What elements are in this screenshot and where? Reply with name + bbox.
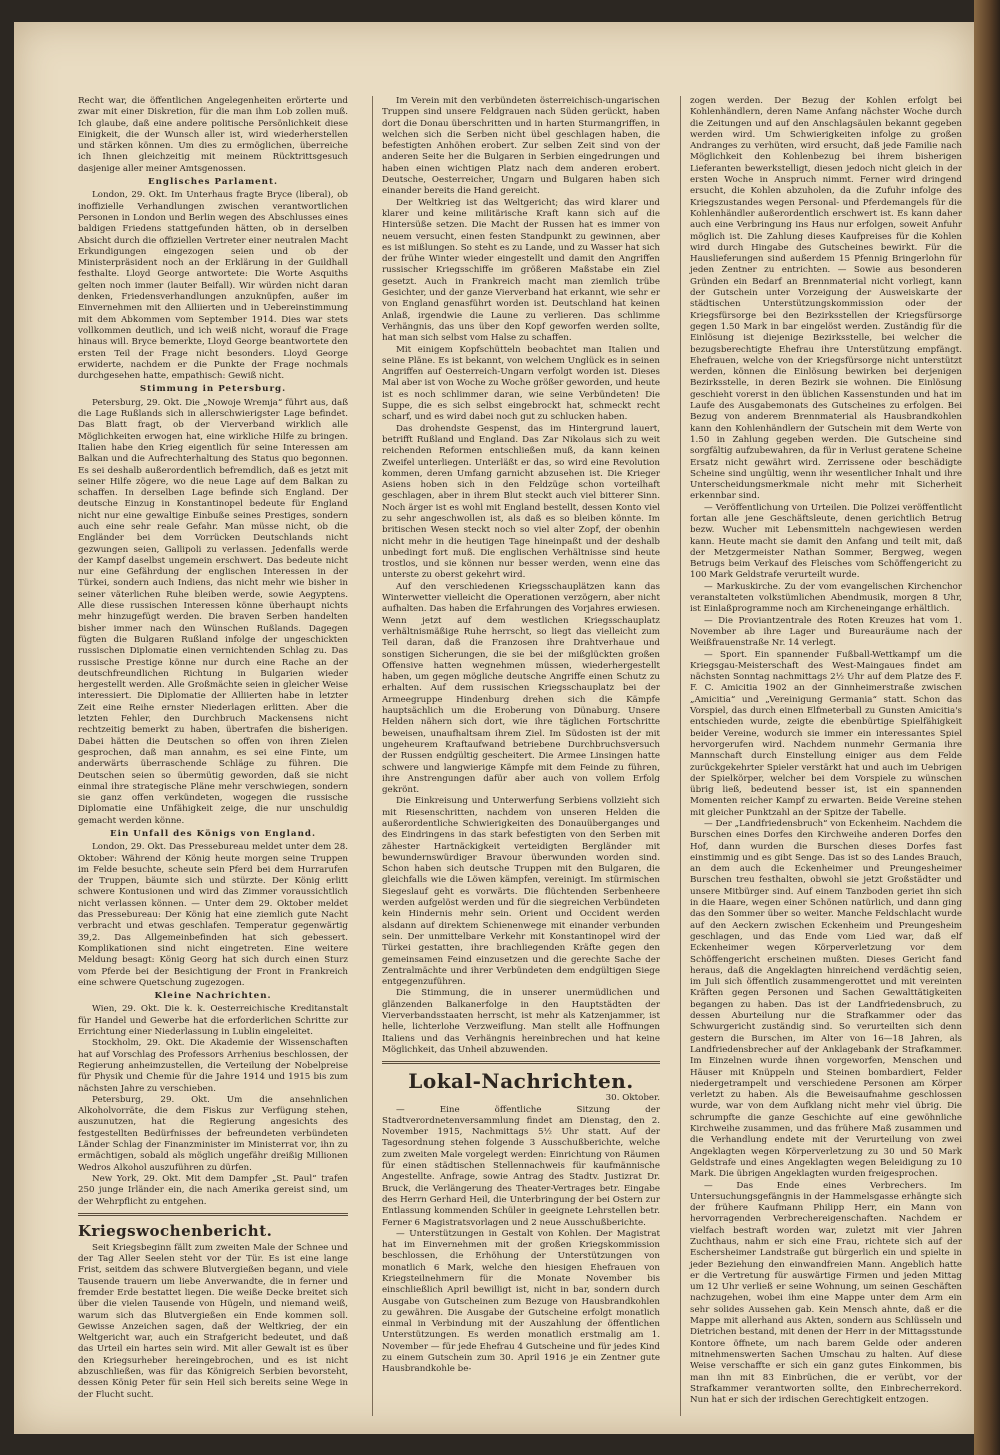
- article-stadtverordneten: — Eine öffentliche Sitzung der Stadtverordnetenversammlung findet am Dienstag, den 2. November 1915, Nachmittags 5½ Uhr statt. Auf der Tagesordnung stehen folgende 3 Ausschußberichte, welche zum zweiten Male vorgelegt werden: Einrichtung von Räumen für einen städtischen Stellennachweis für kaufmännische Angestellte. Anfrage, sowie Antrag des Stadtv. Justizrat Dr. Bruck, die Verlängerung des Theater-Vertrages betr. Eingabe des Herrn Gerhard Heil, die Unterbringung der bei Ostern zur Entlassung kommenden Schüler in geeignete Lehrstellen betr. Ferner 6 Magistratsvorlagen und 2 neue Ausschußberichte.: [382, 1104, 660, 1228]
- heading-unfall-koenig: Ein Unfall des Königs von England.: [110, 829, 316, 839]
- article-serbien: Die Einkreisung und Unterwerfung Serbiens vollzieht sich mit Riesenschritten, nachdem von unseren Helden die außerordentliche Schwierigkeiten des Donauüberganges und des Eindringens in das stark befestigten von den Serben mit zähester Hartnäckigkeit verteidigten Bergländer mit bewundernswürdiger Bravour überwunden worden sind. Schon haben sich deutsche Truppen mit den Bulgaren, die gleichfalls wie die Löwen kämpfen, vereinigt. Im stürmischen Siegeslauf geht es vorwärts. Die flüchtenden Serbenheere werden aufgelöst werden und für die siegreichen Verbündeten kein Hindernis mehr sein. Orient und Occident werden alsdann auf direktem Schienenwege mit einander verbunden sein. Der unmittelbare Verkehr mit Konstantinopel wird der Türkei gestatten, ihre brachliegenden Kräfte gegen den gemeinsamen Feind einzusetzen und die gerechte Sache der Zentralmächte und ihrer Verbündeten dem endgültigen Siege entgegenzuführen.: [382, 796, 660, 988]
- article-urteile: — Veröffentlichung von Urteilen. Die Polizei veröffentlicht fortan alle jene Geschäftsleute, denen gerichtlich Betrug bezw. Wucher mit Lebensmitteln nachgewiesen werden kann. Heute macht sie damit den Anfang und teilt mit, daß der Metzgermeister Nathan Sommer, Bergweg, wegen Betrugs beim Verkauf des Fleisches vom Schöffengericht zu 100 Mark Geldstrafe verurteilt wurde.: [690, 502, 962, 581]
- article-sport: — Sport. Ein spannender Fußball-Wettkampf um die Kriegsgau-Meisterschaft des West-Maingaues findet am nächsten Sonntag nachmittags 2½ Uhr auf dem Platze des F. F. C. Amicitia 1902 an der Ginnheimerstraße zwischen „Amicitia“ und „Vereinigung Germania“ statt. Schon das Vorspiel, das durch einen Elfmeterball zu Gunsten Amicitia's entschieden wurde, zeigte die ebenbürtige Spielfähigkeit beider Vereine, wodurch sie immer ein interessantes Spiel hervorgerufen wird. Nachdem nunmehr Germania ihre Mannschaft durch Einstellung einiger aus dem Felde zurückgekehrter Spieler verstärkt hat und auch im Uebrigen der Spielkörper, welcher bei dem Vorspiele zu wünschen übrig ließ, bedeutend besser ist, ist ein spannenden Momenten reicher Kampf zu erwarten. Beide Vereine stehen mit gleicher Punktzahl an der Spitze der Tabelle.: [690, 649, 962, 818]
- article-verein: Im Verein mit den verbündeten österreichisch-ungarischen Truppen sind unsere Feldgrauen nach Süden gerückt, haben dort die Donau überschritten und in harten Sturmangriffen, in welchen sich die Serben nicht übel geschlagen haben, die befestigten Anhöhen erobert. Zur selben Zeit sind von der anderen Seite her die Bulgaren in Serbien eingedrungen und haben einen wichtigen Platz nach dem anderen erobert. Deutsche, Oesterreicher, Ungarn und Bulgaren haben sich einander bereits die Hand gereicht.: [382, 96, 660, 197]
- article-gespenst: Das drohendste Gespenst, das im Hintergrund lauert, betrifft Rußland und England. Das Zar Nikolaus sich zu weit reichenden Reformen entschließen muß, da kann keinen Zweifel unterliegen. Unterläßt er das, so wird eine Revolution kommen, deren Umfang garnicht abzusehen ist. Die Krieger Asiens hoben sich in den Feldzüge schon vorteilhaft geschlagen, aber in ihrem Blut steckt auch viel bitterer Sinn. Noch ärger ist es wohl mit England bestellt, dessen Konto viel zu sehr angeschwollen ist, als daß es so bleiben könnte. Im britischen Wesen steckt noch so viel alter Zopf, der obenhin nicht mehr in die heutigen Tage hineinpaßt und der deshalb unbedingt fort muß. Die englischen Verhältnisse sind heute trostlos, und sie können nur besser werden, wenn eine das unterste zu oberst gekehrt wird.: [382, 423, 660, 581]
- article-unfall: London, 29. Okt. Das Pressebureau meldet unter dem 28. Oktober: Während der König heute morgen seine Truppen im Felde besuchte, scheute sein Pferd bei dem Hurrarufen der Truppen, bäumte sich und stürzte. Der König erlitt schwere Kontusionen und wird das Zimmer voraussichtlich nicht verlassen können. — Unter dem 29. Oktober meldet das Pressebureau: Der König hat eine ziemlich gute Nacht verbracht und etwas geschlafen. Temperatur gegenwärtig 39,2. Das Allgemeinbefinden hat sich gebessert. Komplikationen sind nicht eingetreten. Eine weitere Meldung besagt: König Georg hat sich durch einen Sturz vom Pferde bei der Besichtigung der Front in Frankreich eine schwere Quetschung zugezogen.: [78, 842, 348, 988]
- article-wien: Wien, 29. Okt. Die k. k. Oesterreichische Kreditanstalt für Handel und Gewerbe hat die erforderlichen Schritte zur Errichtung einer Niederlassung in Lublin eingeleitet.: [78, 1004, 348, 1038]
- section-rule-lokal: [382, 1061, 660, 1064]
- column-left: [78, 96, 348, 1401]
- article-kohlen-continued: zogen werden. Der Bezug der Kohlen erfolgt bei Kohlenhändlern, deren Name Anfang nächster Woche durch die Zeitungen und auf den Anschlagsäulen bekannt gegeben werden wird. Um Schwierigkeiten infolge zu großen Andranges zu verhüten, wird ersucht, daß jede Familie nach Möglichkeit den Kohlenbezug bei ihrem bisherigen Lieferanten bewerkstelligt, diesen jedoch nicht gleich in der ersten Woche in Anspruch nimmt. Ferner wird dringend ersucht, die Kohlen abzuholen, da die Zufuhr infolge des Kriegszustandes wegen Personal- und Pferdemangels für die Kohlenhändler außerordentlich erschwert ist. Es kann daher auch eine Verbringung ins Haus nur erfolgen, soweit Anfuhr möglich ist. Die Zahlung dieses Kaufpreises für die Kohlen wird durch Hingabe des Gutscheines bewirkt. Für die Hauslieferungen sind außerdem 15 Pfennig Bringerlohn für jeden Zentner zu entrichten. — Sowie aus besonderen Gründen ein Bedarf an Brennmaterial nicht vorliegt, kann der Gutschein unter Vorzeigung der Ausweiskarte der städtischen Unterstützungskommission oder der Kriegsfürsorge bei den Bezirksstellen der Kriegsfürsorge gegen 1.50 Mark in bar eingelöst werden. Zuständig für die Einlösung ist diejenige Bezirksstelle, bei welcher die bezugsberechtigte Ehefrau ihre Unterstützung empfängt. Ehefrauen, welche von der Kriegsfürsorge nicht unterstützt werden, können die Einlösung bewirken bei derjenigen Bezirksstelle, in deren Bezirk sie wohnen. Die Einlösung geschieht vorerst in den üblichen Kassenstunden und hat im Laufe des Ausgabemonats des Gutscheines zu erfolgen. Bei Bezug von anderem Brennmaterial als Hausbrandkohlen kann den Kohlenhändlern der Gutschein mit dem Werte von 1.50 in Zahlung gegeben werden. Die Gutscheine sind sorgfältig aufzubewahren, da für in Verlust geratene Scheine Ersatz nicht gewährt wird. Zerrissene oder beschädigte Scheine sind ungültig, wenn ihr wesentlicher Inhalt und ihre Unterscheidungsmerkmale nicht mehr mit Sicherheit erkennbar sind.: [690, 96, 962, 502]
- heading-kleine-nachrichten: Kleine Nachrichten.: [154, 991, 272, 1002]
- heading-stimmung-petersburg: Stimmung in Petersburg.: [139, 384, 287, 395]
- column-middle: [382, 96, 660, 1376]
- column-divider-right: [680, 96, 681, 1416]
- article-verbrecher: — Das Ende eines Verbrechers. Im Untersuchungsgefängnis in der Hammelsgasse erhängte sich der frühere Kaufmann Philipp Herr, ein Mann von hervorragenden Verbrechereigenschaften. Nachdem er vielfach bestraft worden war, zuletzt mit vier Jahren Zuchthaus, nahm er sich eine Frau, richtete sich auf der Eschersheimer Landstraße gut bürgerlich ein und spielte in jeder Beziehung den einwandfreien Mann. Angeblich hatte er die Vertretung für auswärtige Firmen und jeden Mittag um 12 Uhr verließ er seine Wohnung, um seinen Geschäften nachzugehen, wobei ihm eine Mappe unter dem Arm ein sehr solides Aussehen gab. Kein Mensch ahnte, daß er die Mappe mit allerhand aus Akten, sondern aus Schlüsseln und Dietrichen bestand, mit denen der Herr in der Mittagsstunde Kontore öffnete, um nach barem Gelde oder anderen mitnehmenswerten Sachen Umschau zu halten. Auf diese Weise verschaffte er sich ein ganz gutes Einkommen, bis man ihn mit 83 Einbrüchen, die er verübt, vor der Strafkammer verantworten sollte, den Einbrecherrekord. Nun hat er sich der irdischen Gerechtigkeit entzogen.: [690, 1180, 962, 1406]
- article-petersburg-alkohol: Petersburg, 29. Okt. Um die ansehnlichen Alkoholvorräte, die dem Fiskus zur Verfügung stehen, auszunutzen, hat die Regierung angesichts des festgestellten Bedürfnisses der befreundeten verbündeten Länder Schlag der Finanzminister im Ministerrat vor, ihn zu ermächtigen, sobald als möglich ungefähr dreißig Millionen Wedros Alkohol auszuführen zu dürfen.: [78, 1094, 348, 1173]
- article-kopfschuetteln: Mit einigem Kopfschütteln beobachtet man Italien und seine Pläne. Es ist bekannt, von welchem Unglück es in seinen Angriffen auf Oesterreich-Ungarn verfolgt worden ist. Dieses Mal aber ist von Woche zu Woche größer geworden, und heute ist es noch schlimmer daran, wie seine Verbündeten! Die Suppe, die es sich selbst eingebrockt hat, schmeckt recht scharf, und es wird dabei noch gut zu schlucken haben.: [382, 344, 660, 423]
- article-stimmung: Die Stimmung, die in unserer unermüdlichen und glänzenden Balkanerfolge in den Hauptstädten der Vierverbandsstaaten herrscht, ist mehr als Katzenjammer, ist helle, lichterlohe Verzweiflung. Man stellt alle Hoffnungen Italiens und das Verhängnis hereinbrechen und hat keine Möglichkeit, das Unheil abzuwenden.: [382, 988, 660, 1055]
- article-kohlen: — Unterstützungen in Gestalt von Kohlen. Der Magistrat hat im Einvernehmen mit der großen Kriegskommission beschlossen, die Erhöhung der Unterstützungen von monatlich 6 Mark, welche den hiesigen Ehefrauen von Kriegsteilnehmern für die Monate November bis einschließlich April bewilligt ist, nicht in bar, sondern durch Ausgabe von Gutscheinen zum Bezuge von Hausbrandkohlen zu gewähren. Die Ausgabe der Gutscheine erfolgt monatlich einmal in Verbindung mit der Auszahlung der öffentlichen Unterstützungen. Es werden monatlich erstmalig am 1. November — für jede Ehefrau 4 Gutscheine und für jedes Kind zu einem Gutschein zum 30. April 1916 je ein Zentner gute Hausbrandkohle be-: [382, 1228, 660, 1375]
- article-stockholm: Stockholm, 29. Okt. Die Akademie der Wissenschaften hat auf Vorschlag des Professors Arrhenius beschlossen, der Regierung anheimzustellen, die Verteilung der Nobelpreise für Physik und Chemie für die Jahre 1914 und 1915 bis zum nächsten Jahre zu verschieben.: [78, 1038, 348, 1094]
- article-weltkrieg: Der Weltkrieg ist das Weltgericht; das wird klarer und klarer und keine militärische Kraft kann sich auf die Hintersüße setzen. Die Macht der Russen hat es immer von neuem versucht, einen festen Standpunkt zu gewinnen, aber es ist mißlungen. So steht es zu Lande, und zu Wasser hat sich der frühe Winter wieder eingestellt und damit den Angriffen russischer Kriegsschiffe im größeren Maßstabe ein Ziel gesetzt. Auch in Frankreich macht man ziemlich trübe Gesichter, und der ganze Vierverband hat erkannt, wie sehr er von England genasführt worden ist. Deutschland hat keinen Anlaß, irgendwie die Laune zu verlieren. Das schlimme Verhängnis, das uns über den Kopf geworfen werden sollte, hat man sich selbst vom Halse zu schaffen.: [382, 197, 660, 344]
- article-proviantzentrale: — Die Proviantzentrale des Roten Kreuzes hat vom 1. November ab ihre Lager und Bureauräume nach der Weißfrauenstraße Nr. 14 verlegt.: [690, 615, 962, 649]
- page-edge: [974, 0, 1000, 1455]
- newspaper-page: [14, 22, 974, 1434]
- article-newyork: New York, 29. Okt. Mit dem Dampfer „St. Paul“ trafen 250 junge Irländer ein, die nach Amerika gereist sind, um der Wehrpflicht zu entgehen.: [78, 1173, 348, 1207]
- heading-englisches-parlament: Englisches Parlament.: [147, 177, 279, 188]
- article-intro: Recht war, die öffentlichen Angelegenheiten erörterte und zwar mit einer Diskretion, für die man ihm Lob zollen muß. Ich glaube, daß eine andere politische Persönlichkeit diese Einigkeit, die der Wunsch aller ist, wird wiederherstellen und stärken können. Um dies zu ermöglichen, überreiche ich Ihnen gleichzeitig mit meinem Rücktrittsgesuch dasjenige aller meiner Amtsgenossen.: [78, 96, 348, 174]
- heading-kriegswochenbericht: Kriegswochenbericht.: [78, 1221, 273, 1240]
- section-rule: [78, 1213, 348, 1216]
- article-landfriedensbruch: — Der „Landfriedensbruch“ von Eckenheim. Nachdem die Burschen eines Dorfes den Kirchweihe anderen Dorfes den Hof, dann wurden die Burschen dieses Dorfes fast einstimmig und es gibt Senge. Das ist so des Landes Brauch, an dem auch die Eckenheimer und Preungesheimer Burschen treu festhalten, obwohl sie jetzt Großstädter und unsere Mitbürger sind. Auf einem Tanzboden geriet ihn sich in die Haare, wegen einer Schönen natürlich, und dann ging das den Sommer über so weiter. Manche Feldschlacht wurde auf den Aeckern zwischen Eckenheim und Preungesheim geschlagen, und das Ende vom Lied war, daß elf Eckenheimer wegen Körperverletzung vor dem Schöffengericht erscheinen mußten. Dieses Gericht fand heraus, daß die Angeklagten hinreichend verdächtig seien, im Juli sich öffentlich zusammengerottet und mit vereinten Kräften gegen Personen und Sachen Gewalttätigkeiten begangen zu haben. Das ist der Landfriedensbruch, zu dessen Aburteilung nur die Strafkammer oder das Schwurgericht zuständig sind. So verurteilten sich denn gestern die Burschen, im Alter von 16—18 Jahren, als Landfriedensbrecher auf der Anklagebank der Strafkammer. Im Einzelnen wurde ihnen vorgeworfen, Menschen und Häuser mit Knüppeln und Steinen bombardiert, Felder niedergetrampelt und verschiedene Personen am Körper verletzt zu haben. Als die Beweisaufnahme geschlossen wurde, war von dem Aufklang nicht mehr viel übrig. Die schrumpfte die ganze Geschichte auf eine gewöhnliche Kirchweihe zusammen, und das frühere Maß zusammen und die Verhandlung endete mit der Verurteilung von zwei Angeklagten wegen Körperverletzung zu 30 und 50 Mark Geldstrafe und eines Angeklagten wegen Beleidigung zu 10 Mark. Die übrigen Angeklagten wurden freigesprochen.: [690, 819, 962, 1180]
- column-right: [690, 96, 962, 1406]
- lokal-date: 30. Oktober.: [605, 1093, 660, 1104]
- heading-lokal-nachrichten: Lokal-Nachrichten.: [408, 1069, 634, 1094]
- article-kriegswochenbericht: Seit Kriegsbeginn fällt zum zweiten Male der Schnee und der Tag Aller Seelen steht vor der Tür. Es ist eine lange Frist, seitdem das schwere Blutvergießen begann, und viele Tausende trauern um liebe Anverwandte, die in ferner und fremder Erde bestattet liegen. Die weiße Decke breitet sich über die vielen Tausende von Hügeln, und niemand weiß, warum sich das Blutvergießen ein Ende kommen soll. Gewisse Anzeichen sagen, daß der Weltkrieg, der ein Weltgericht war, auch ein Strafgericht bedeutet, und daß das Urteil ein hartes sein wird. Mit aller Gewalt ist es über den Kriegsurheber hereingebrochen, und es ist nicht abzuschließen, was für das Königreich Serbien bevorsteht, dessen König Peter für sein Heil sich bereits seine Wege in der Flucht sucht.: [78, 1242, 348, 1400]
- column-divider-left: [372, 96, 373, 1416]
- article-london: London, 29. Okt. Im Unterhaus fragte Bryce (liberal), ob inoffizielle Verhandlungen zwischen verantwortlichen Personen in London und Berlin wegen des Abschlusses eines baldigen Friedens stattgefunden hätten, ob in derselben Absicht durch die offiziellen Vertreter einer neutralen Macht Erkundigungen eingezogen seien und ob der Ministerpräsident noch an der Erklärung in der Guildhall festhalte. Lloyd George antwortete: Die Worte Asquiths gelten noch immer (lauter Beifall). Wir würden nicht daran denken, Friedensverhandlungen anzuknüpfen, außer im Einvernehmen mit den Alliierten und in Uebereinstimmung mit dem Abkommen vom September 1914. Dies war stets vollkommen deutlich, und ich weiß nicht, worauf die Frage hinaus will. Bryce bemerkte, Lloyd George beantwortete den ersten Teil der Frage nicht besonders. Lloyd George erwiderte, nachdem er die Punkte der Frage nochmals durchgesehen hatte, empathisch: Gewiß nicht.: [78, 190, 348, 382]
- article-petersburg: Petersburg, 29. Okt. Die „Nowoje Wremja“ führt aus, daß die Lage Rußlands sich in allerschwierigster Lage befindet. Das Blatt fragt, ob der Vierverband wirklich alle Möglichkeiten erwogen hat, eine wirkliche Hilfe zu bringen. Italien habe den Krieg eigentlich für seine Interessen am Balkan und die Aufrechterhaltung des Status quo begonnen. Es sei deshalb außerordentlich befremdlich, daß es jetzt mit seiner Hilfe zögere, wo die neue Lage auf dem Balkan zu schaffen. In derselben Lage befinde sich England. Der deutsche Einzug in Konstantinopel bedeute für England nicht nur eine gewaltige Einbuße seines Prestiges, sondern auch eine sehr reale Gefahr. Man müsse nicht, ob die Engländer bei dem Vorrücken Deutschlands nicht gezwungen seien, Gallipoli zu verlassen. Jedenfalls werde der Kampf daselbst ungemein erschwert. Das bedeute nicht nur eine Gefährdung der englischen Interessen in der Türkei, sondern auch Indiens, das nicht mehr wie bisher in seiner väterlichen Ruhe bleiben werde, sowie Aegyptens. Alle diese russischen Interessen könne überhaupt nichts mehr hinzugefügt werden. Die braven Serben handelten bisher immer nach den Wünschen Rußlands. Dagegen fügten die Bulgaren Rußland infolge der ungeschickten russischen Diplomatie einen vernichtenden Schlag zu. Das russische Prestige könne nur durch eine Rache an der deutschfreundlichen Richtung in Bulgarien wieder hergestellt werden. Alle Großmächte seien in gleicher Weise interessiert. Die Diplomatie der Alliierten habe in letzter Zeit eine Reihe ernster Niederlagen erlitten. Aber die letzten Fehler, den Durchbruch Mackensens nicht rechtzeitig bemerkt zu haben, übertrafen die bisherigen. Dabei hätten die Deutschen so offen von ihren Zielen gesprochen, daß man annahm, es sei eine Finte, um anderwärts überraschende Schläge zu führen. Die Deutschen seien so übermütig geworden, daß sie nicht einmal ihre strategische Pläne mehr verschwiegen, sondern sie ganz offen verkündeten, wogegen die russische Diplomatie eine Unfähigkeit zeige, die nur unschuldig gemacht werden könne.: [78, 397, 348, 826]
- article-winterwetter: Auf den verschiedenen Kriegsschauplätzen kann das Winterwetter vielleicht die Operationen verzögern, aber nicht aufhalten. Das haben die Erfahrungen des Vorjahres erwiesen. Wenn jetzt auf dem westlichen Kriegsschauplatz verhältnismäßige Ruhe herrscht, so liegt das vielleicht zum Teil daran, daß die Franzosen ihre Drahtverhaue und sonstigen Sicherungen, die sie bei der mißglückten großen Offensive hatten wegnehmen müssen, wiederhergestellt haben, um gegen mögliche deutsche Angriffe einen Schutz zu erhalten. Auf dem russischen Kriegsschauplatz bei der Armeegruppe Hindenburg drehen sich die Kämpfe hauptsächlich um die Eroberung von Dünaburg. Unsere Helden nähern sich dort, wie ihre täglichen Fortschritte beweisen, unaufhaltsam ihrem Ziel. Im Südosten ist der mit ungeheurem Kraftaufwand betriebene Durchbruchsversuch der Russen endgültig gescheitert. Die Armee Linsingen hatte schwere und langwierige Kämpfe mit dem Feinde zu führen, ihre Anstrengungen dafür aber auch von vollem Erfolg gekrönt.: [382, 581, 660, 796]
- article-markuskirche: — Markuskirche. Zu der vom evangelischen Kirchenchor veranstalteten volkstümlichen Abendmusik, morgen 8 Uhr, ist Einlaßprogramme noch am Kircheneingange erhältlich.: [690, 581, 962, 615]
